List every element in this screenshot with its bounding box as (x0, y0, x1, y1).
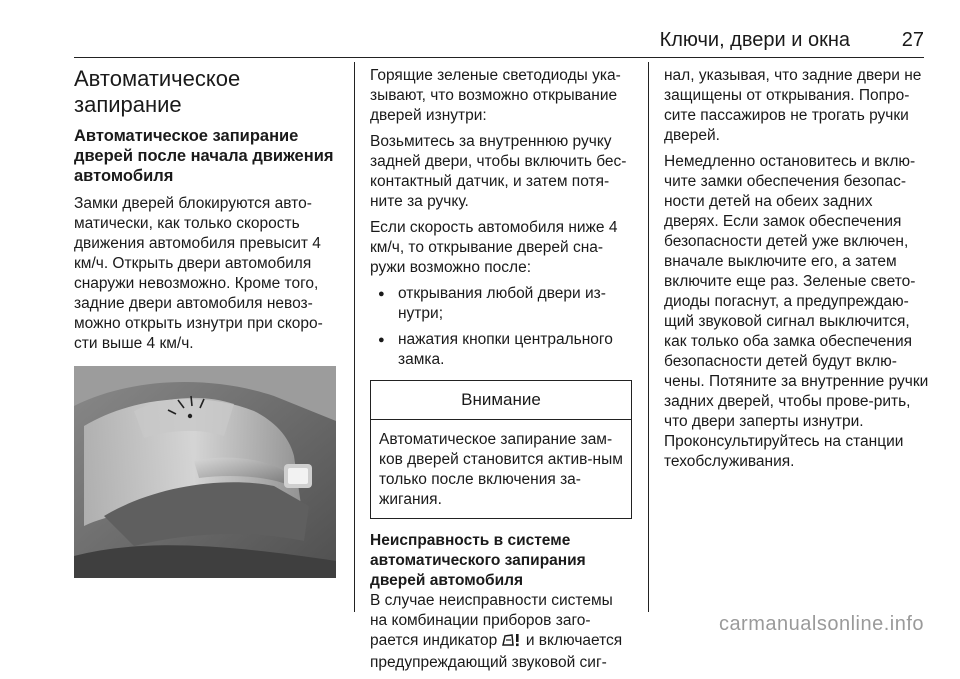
list-item: ● нажатия кнопки центрального замка. (370, 330, 632, 370)
subheading: Автоматическое запирание дверей после начала движения автомобиля (74, 127, 334, 185)
column-3 (664, 66, 930, 478)
section-title: Ключи, двери и окна (659, 29, 850, 51)
header-divider (74, 57, 924, 58)
paragraph-fault (370, 591, 632, 673)
paragraph-child-locks: Немедленно остановитесь и вклю-чите замки обеспечения безопас-ности детей на обеих задних дверях. Если замок обеспечения безопасности детей уже включен, вначале выключите его, а затем включите еще раз. Зеленые свето-диоды погаснут, а предупреждаю-щий звуковой сигнал выключится, как только оба замка обеспечения безопасности детей будут вклю-чены. Потяните за внутренние ручки задних дверей, чтобы прове-рить, что двери заперты изнутри. Проконсультируйтесь на станции техобслуживания. (664, 153, 929, 470)
fault-text-end: и включается предупреждающий звуковой сиг- (370, 632, 623, 671)
door-lock-warning-icon (502, 633, 522, 653)
column-2 (370, 66, 632, 679)
fault-heading: Неисправность в системе автоматического запирания дверей автомобиля (370, 532, 586, 589)
paragraph-speed: Если скорость автомобиля ниже 4 км/ч, то открывание дверей сна-ружи возможно после: (370, 219, 618, 276)
door-handle-illustration (74, 366, 336, 578)
page-header (0, 0, 960, 62)
column-1 (74, 66, 342, 578)
column-divider-1 (354, 62, 355, 612)
paragraph-handle: Возьмитесь за внутреннюю ручку задней двери, чтобы включить бес-контактный датчик, и затем потя-ните за ручку. (370, 133, 627, 210)
page-number: 27 (901, 29, 924, 51)
conditions-list (370, 284, 632, 370)
main-heading: Автоматическое запирание (74, 66, 241, 117)
fault-text-start: В случае неисправности системы на комбинации приборов заго-рается индикатор (370, 592, 613, 649)
paragraph-signal: нал, указывая, что задние двери не защищены от открывания. Попро-сите пассажиров не трогать ручки дверей. (664, 67, 922, 144)
column-divider-2 (648, 62, 649, 612)
warning-title: Внимание (371, 381, 631, 420)
list-item: ● открывания любой двери из-нутри; (370, 284, 632, 324)
warning-text: Автоматическое запирание зам-ков дверей становится актив-ным только после включения за-жигания. (379, 431, 623, 508)
paragraph-leds: Горящие зеленые светодиоды ука-зывают, что возможно открывание дверей изнутри: (370, 67, 621, 124)
warning-box (370, 380, 632, 519)
watermark: carmanualsonline.info (718, 613, 924, 635)
paragraph-auto-lock: Замки дверей блокируются авто-матически, как только скорость движения автомобиля превысит 4 км/ч. Открыть двери автомобиля снаружи невозможно. Кроме того, задние двери автомобиля невоз-можно открыть изнутри при скоро-сти выше 4 км/ч. (74, 195, 323, 352)
door-handle-photo (74, 366, 336, 578)
